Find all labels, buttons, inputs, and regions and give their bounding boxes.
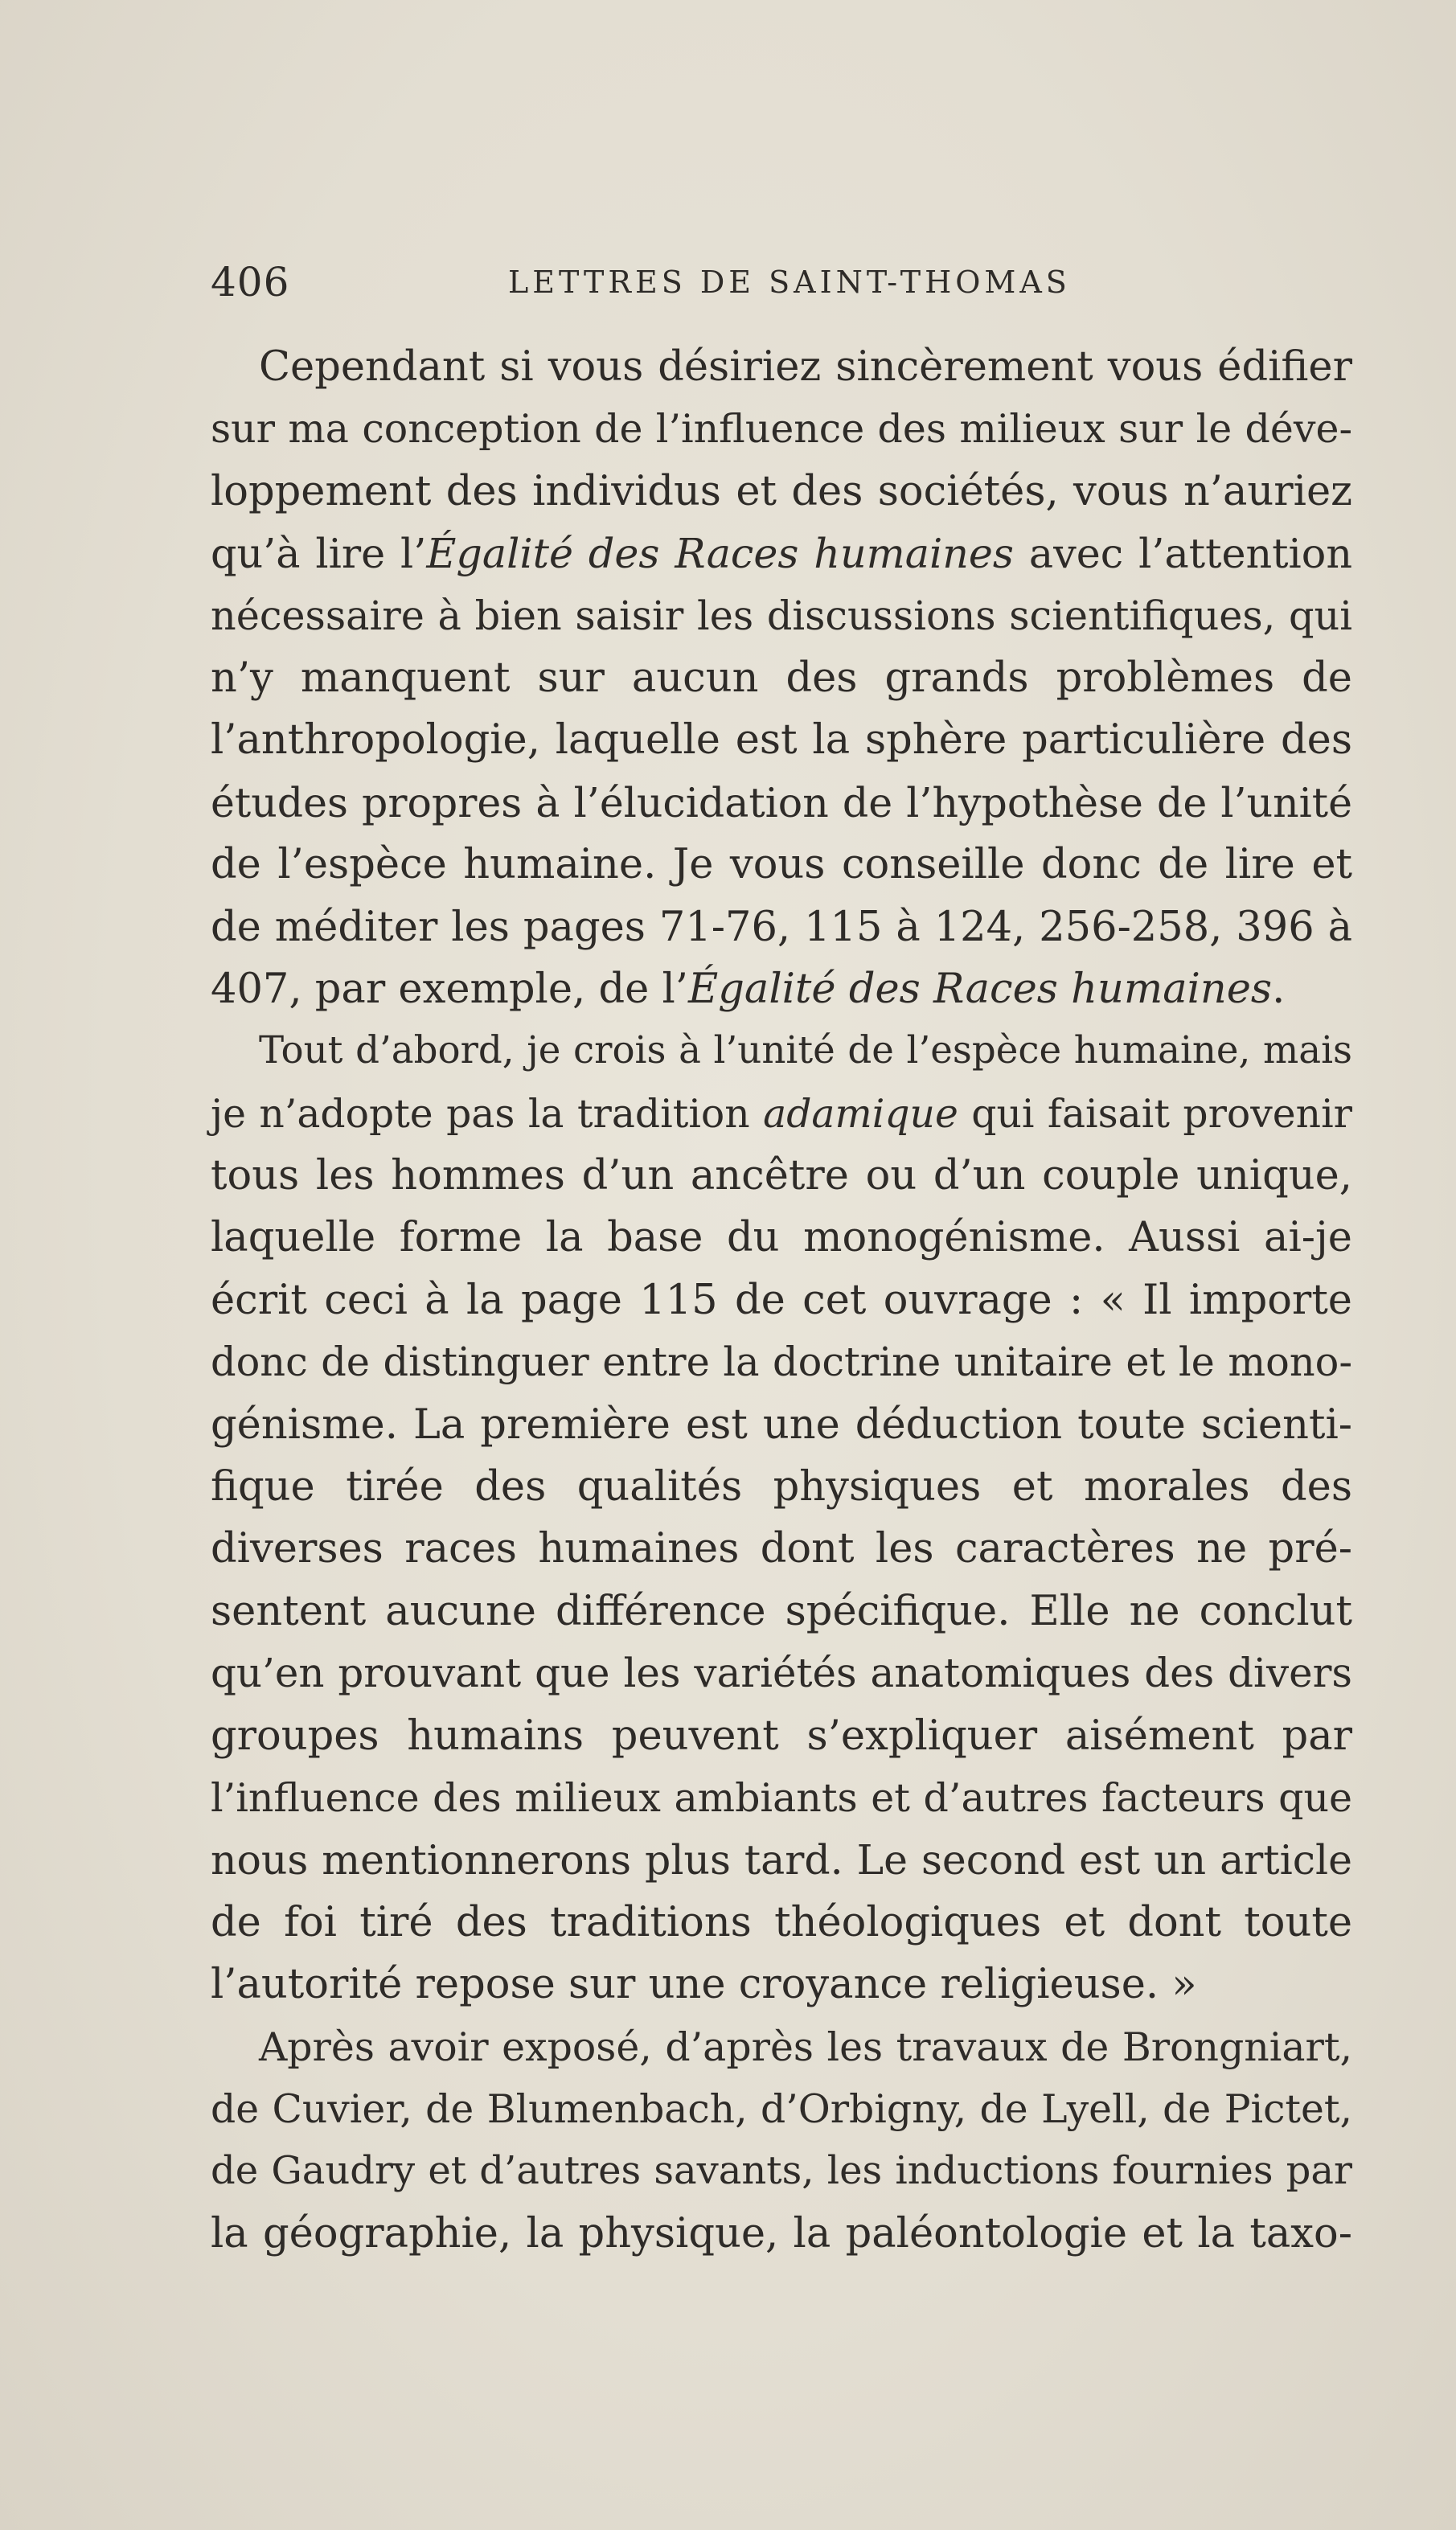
page-header — [211, 254, 1352, 310]
text-line: qu’en prouvant que les variétés anatomiques des divers — [211, 1650, 1352, 1697]
text-line: l’influence des milieux ambiants et d’autres facteurs que — [211, 1774, 1352, 1821]
book-title-italic: Égalité des Races humaines — [688, 965, 1273, 1013]
page-number: 406 — [211, 259, 290, 305]
text-line: laquelle forme la base du monogénisme. Aussi ai-je — [211, 1214, 1352, 1262]
text-line: nous mentionnerons plus tard. Le second est un article — [211, 1836, 1352, 1884]
body-text — [211, 336, 1352, 2265]
text-line: Après avoir exposé, d’après les travaux de Brongniart, — [259, 2024, 1352, 2070]
text-line: l’autorité repose sur une croyance religieuse. » — [211, 1961, 1197, 2009]
text-line: génisme. La première est une déduction toute scienti- — [211, 1400, 1352, 1449]
text-line: Tout d’abord, je crois à l’unité de l’espèce humaine, mais — [259, 1029, 1352, 1073]
text-line: de méditer les pages 71-76, 115 à 124, 256-258, 396 à — [211, 903, 1352, 951]
text-line: diverses races humaines dont les caractères ne pré- — [211, 1525, 1352, 1573]
text-line: Cependant si vous désiriez sincèrement vous édifier — [259, 343, 1352, 391]
text-line: l’anthropologie, laquelle est la sphère particulière des — [211, 716, 1352, 765]
text-line: loppement des individus et des sociétés, vous n’auriez — [211, 467, 1352, 515]
text-line: fique tirée des qualités physiques et morales des — [211, 1463, 1352, 1511]
text-line: sentent aucune différence spécifique. Elle ne conclut — [211, 1587, 1352, 1635]
text-line: écrit ceci à la page 115 de cet ouvrage : « Il importe — [211, 1276, 1352, 1324]
italic-term: adamique — [763, 1090, 958, 1137]
text-line: je n’adopte pas la tradition adamique qui faisait provenir — [211, 1090, 1352, 1137]
text-line: n’y manquent sur aucun des grands problèmes de — [211, 654, 1352, 702]
book-title-italic: Égalité des Races humaines — [426, 530, 1014, 578]
text-line: groupes humains peuvent s’expliquer aisément par — [211, 1712, 1352, 1760]
text-line: de foi tiré des traditions théologiques et dont toute — [211, 1898, 1352, 1946]
text-line: donc de distinguer entre la doctrine unitaire et le mono- — [211, 1339, 1352, 1386]
text-line: la géographie, la physique, la paléontologie et la taxo- — [211, 2209, 1352, 2257]
text-line: qu’à lire l’Égalité des Races humaines avec l’attention — [211, 530, 1352, 578]
text-line: 407, par exemple, de l’Égalité des Races humaines. — [211, 965, 1286, 1013]
text-line: de l’espèce humaine. Je vous conseille donc de lire et — [211, 841, 1352, 889]
text-line: nécessaire à bien saisir les discussions scientifiques, qui — [211, 592, 1352, 639]
text-line: de Cuvier, de Blumenbach, d’Orbigny, de Lyell, de Pictet, — [211, 2085, 1352, 2132]
text-line: études propres à l’élucidation de l’hypothèse de l’unité — [211, 778, 1352, 826]
text-line: de Gaudry et d’autres savants, les inductions fournies par — [211, 2148, 1352, 2194]
running-title: LETTRES DE SAINT-THOMAS — [508, 264, 1071, 300]
text-line: tous les hommes d’un ancêtre ou d’un couple unique, — [211, 1152, 1352, 1200]
text-line: sur ma conception de l’influence des milieux sur le déve- — [211, 406, 1352, 453]
